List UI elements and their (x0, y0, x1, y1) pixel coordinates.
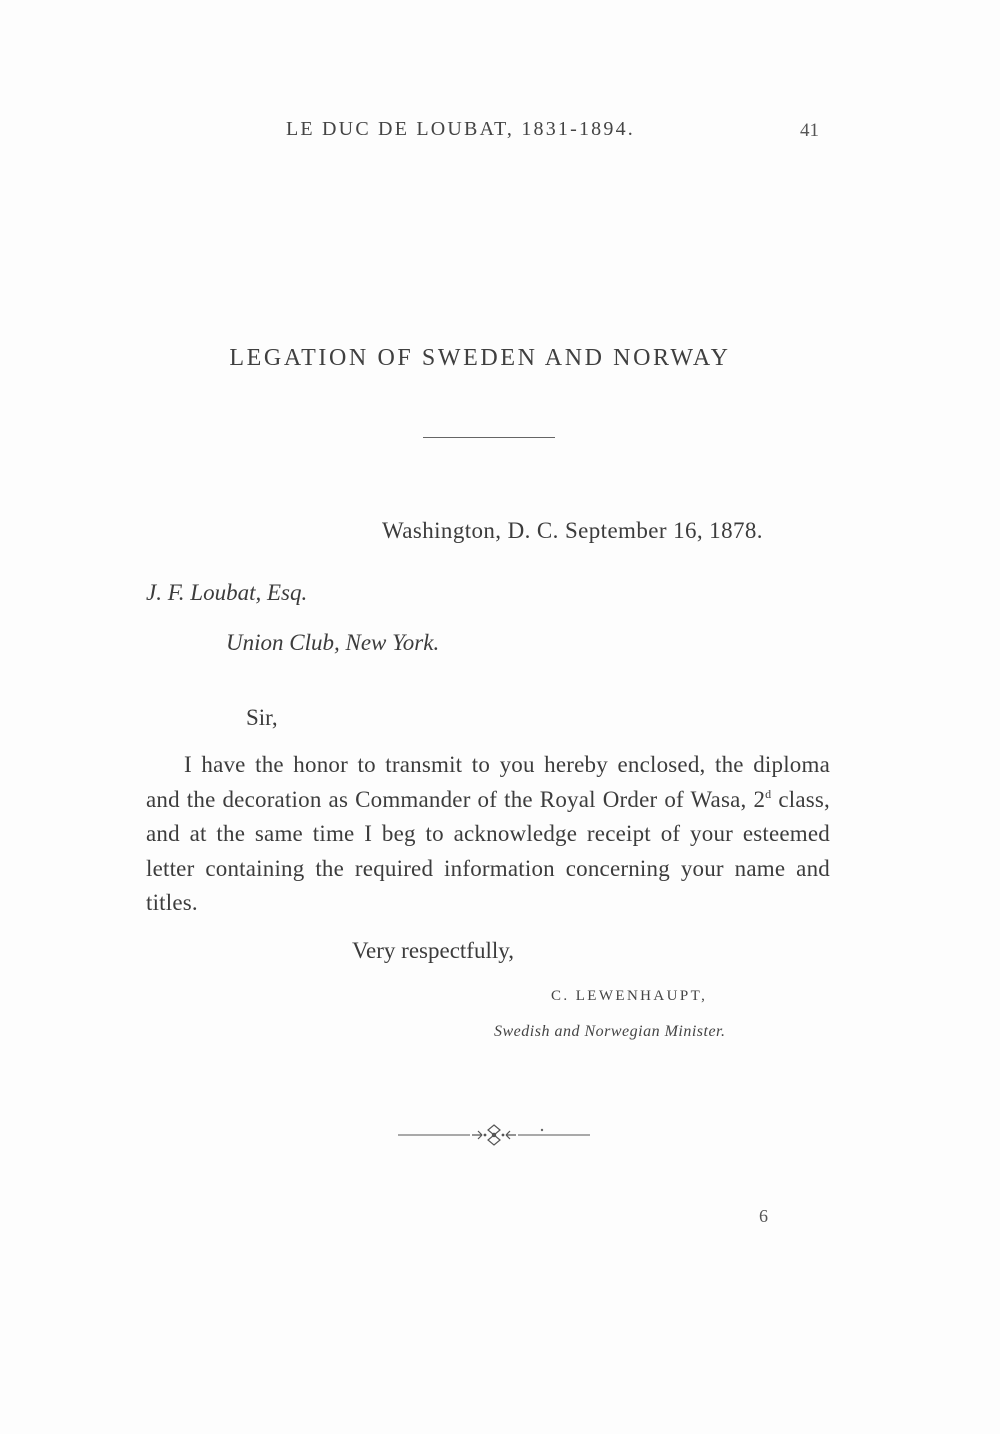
addressee-place: Union Club, New York. (226, 630, 440, 655)
running-head (0, 118, 1000, 148)
signature-title: Swedish and Norwegian Minister. (494, 1023, 726, 1040)
letter-body-part2: class, and at the same time I beg to acknowledge receipt of your esteemed letter containing the required information concerning your name and titles. (146, 786, 831, 916)
running-title: LE DUC DE LOUBAT, 1831-1894. (286, 118, 635, 140)
letterhead-title: LEGATION OF SWEDEN AND NORWAY (229, 345, 731, 371)
salutation: Sir, (246, 705, 278, 730)
ordinal-superscript: d (765, 786, 772, 801)
letter-closing: Very respectfully, (352, 938, 514, 963)
letter-date-line: Washington, D. C. September 16, 1878. (382, 518, 763, 543)
ornament-divider-icon (396, 1120, 592, 1150)
printer-signature-mark: 6 (759, 1206, 768, 1226)
signature-name: C. LEWENHAUPT, (551, 988, 708, 1004)
title-rule (423, 437, 555, 438)
addressee-name: J. F. Loubat, Esq. (146, 580, 308, 605)
letter-body-part1: I have the honor to transmit to you hereby enclosed, the diploma and the decoration as Commander of the Royal Order of Wasa, 2 (146, 752, 830, 812)
letter-body (146, 748, 830, 921)
page-number: 41 (800, 120, 819, 141)
